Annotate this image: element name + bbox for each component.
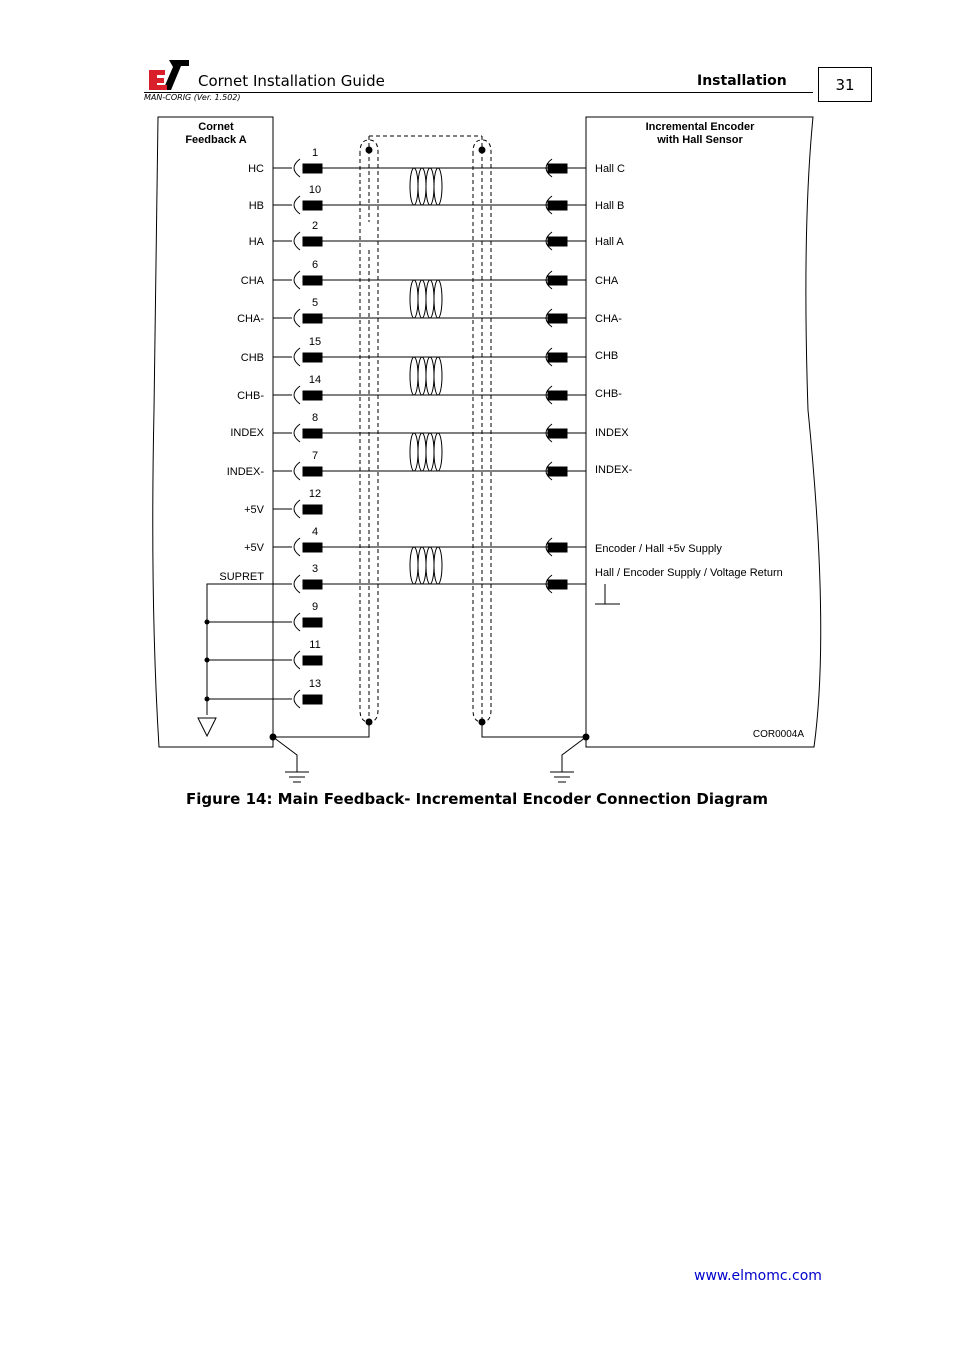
pin-number: 10 (308, 184, 322, 196)
twist-loop (410, 168, 418, 205)
pin-contact-right (548, 429, 567, 438)
twist-loop (418, 357, 426, 395)
pin-number: 14 (308, 374, 322, 386)
twisted-pair (410, 433, 442, 471)
twist-loop (418, 433, 426, 471)
socket-left (294, 271, 300, 289)
twist-loop (434, 280, 442, 318)
socket-left (294, 651, 300, 669)
website-link[interactable]: www.elmomc.com (694, 1268, 822, 1284)
left-signal-label: HA (248, 236, 264, 248)
junction-dot (366, 147, 373, 154)
right-signal-label: Hall C (595, 163, 625, 175)
pin-contact-left (303, 618, 322, 627)
twist-loop (434, 547, 442, 584)
twist-loop (410, 433, 418, 471)
socket-left (294, 348, 300, 366)
twist-loop (426, 357, 434, 395)
pin-contact-right (548, 353, 567, 362)
junction-dot (205, 697, 210, 702)
left-signal-label: CHA (240, 275, 264, 287)
left-signal-label: CHB- (237, 390, 264, 402)
document-title: Cornet Installation Guide (198, 72, 385, 90)
page-number: 31 (818, 67, 872, 102)
pin-contact-right (548, 237, 567, 246)
header-rule (144, 92, 813, 93)
twist-loop (434, 168, 442, 205)
pin-contact-right (548, 467, 567, 476)
pin-number: 13 (308, 678, 322, 690)
socket-left (294, 232, 300, 250)
section-title: Installation (697, 73, 787, 89)
socket-left (294, 613, 300, 631)
supply-return-ground (595, 584, 620, 604)
twisted-pair (410, 357, 442, 395)
left-box-subtitle: Feedback A (185, 134, 247, 146)
socket-left (294, 159, 300, 177)
twist-loop (410, 357, 418, 395)
pin-contact-left (303, 201, 322, 210)
pin-contact-left (303, 237, 322, 246)
right-signal-label: INDEX- (595, 464, 633, 476)
ground-wire-left (273, 722, 369, 737)
signal-ground-triangle (198, 718, 216, 736)
twisted-pair (410, 547, 442, 584)
socket-left (294, 538, 300, 556)
ground-wire-right (482, 722, 586, 737)
right-signal-label: Hall A (595, 236, 624, 248)
socket-left (294, 462, 300, 480)
junction-dot (205, 620, 210, 625)
pin-number: 15 (308, 336, 322, 348)
right-signal-label: Encoder / Hall +5v Supply (595, 543, 722, 555)
left-signal-label: +5V (244, 504, 264, 516)
pin-number: 7 (311, 450, 319, 462)
right-signal-label: CHB- (595, 388, 622, 400)
connection-diagram (140, 110, 830, 785)
pin-contact-left (303, 353, 322, 362)
socket-left (294, 690, 300, 708)
socket-left (294, 309, 300, 327)
pin-contact-left (303, 543, 322, 552)
pin-contact-left (303, 391, 322, 400)
pin-number: 11 (309, 639, 321, 651)
supret-bus (207, 584, 290, 715)
pin-contact-right (548, 276, 567, 285)
figure-caption: Figure 14: Main Feedback- Incremental Encoder Connection Diagram (185, 790, 769, 808)
shield-outer-left (360, 140, 378, 722)
elmo-logo (147, 58, 189, 92)
left-signal-label: INDEX (230, 427, 264, 439)
pin-number: 5 (311, 297, 319, 309)
pin-contact-right (548, 201, 567, 210)
shield-left (369, 136, 482, 722)
right-signal-label: CHA (595, 275, 619, 287)
diagram-code: COR0004A (752, 729, 804, 740)
left-signal-label: INDEX- (226, 466, 264, 478)
twist-loop (410, 280, 418, 318)
right-signal-label: Hall B (595, 200, 625, 212)
pin-contact-left (303, 314, 322, 323)
twist-loop (434, 357, 442, 395)
twist-loop (426, 168, 434, 205)
pin-number: 3 (311, 563, 319, 575)
pin-contact-left (303, 429, 322, 438)
right-box-subtitle: with Hall Sensor (657, 134, 743, 146)
twisted-pair (410, 280, 442, 318)
socket-left (294, 500, 300, 518)
twist-loop (426, 433, 434, 471)
twist-loop (418, 168, 426, 205)
socket-left (294, 424, 300, 442)
pin-contact-left (303, 164, 322, 173)
pin-number: 1 (311, 147, 319, 159)
pin-contact-left (303, 580, 322, 589)
pin-contact-right (548, 391, 567, 400)
pin-contact-right (548, 314, 567, 323)
pin-contact-right (548, 580, 567, 589)
right-signal-label: Hall / Encoder Supply / Voltage Return (595, 567, 783, 579)
socket-left (294, 575, 300, 593)
chassis-ground-left (273, 737, 309, 782)
pin-contact-right (548, 543, 567, 552)
document-version: MAN-CORIG (Ver. 1.502) (144, 93, 241, 102)
socket-left (294, 386, 300, 404)
pin-contact-right (548, 164, 567, 173)
pin-number: 6 (311, 259, 319, 271)
right-signal-label: CHB (595, 350, 619, 362)
pin-number: 9 (311, 601, 319, 613)
twisted-pair (410, 168, 442, 205)
junction-dot (479, 147, 486, 154)
pin-contact-left (303, 467, 322, 476)
chassis-ground-right (550, 737, 586, 782)
twist-loop (410, 547, 418, 584)
junction-dot (366, 719, 373, 726)
left-signal-label: CHA- (237, 313, 264, 325)
right-box-title: Incremental Encoder (645, 121, 755, 133)
socket-left (294, 196, 300, 214)
twist-loop (418, 280, 426, 318)
twist-loop (434, 433, 442, 471)
left-box-title: Cornet (198, 121, 234, 133)
left-signal-label: SUPRET (219, 571, 264, 583)
pin-number: 12 (308, 488, 322, 500)
junction-dot (205, 658, 210, 663)
right-signal-label: CHA- (595, 313, 622, 325)
junction-dot (270, 734, 277, 741)
right-signal-label: INDEX (595, 427, 629, 439)
pin-contact-left (303, 695, 322, 704)
twist-loop (426, 547, 434, 584)
pin-contact-left (303, 276, 322, 285)
junction-dot (583, 734, 590, 741)
pin-number: 2 (311, 220, 319, 232)
pin-number: 8 (311, 412, 319, 424)
left-signal-label: +5V (244, 542, 264, 554)
junction-dot (479, 719, 486, 726)
twist-loop (426, 280, 434, 318)
left-signal-label: HB (248, 200, 264, 212)
twist-loop (418, 547, 426, 584)
left-signal-label: HC (248, 163, 264, 175)
pin-contact-left (303, 656, 322, 665)
pin-contact-left (303, 505, 322, 514)
left-signal-label: CHB (240, 352, 264, 364)
pin-number: 4 (311, 526, 319, 538)
